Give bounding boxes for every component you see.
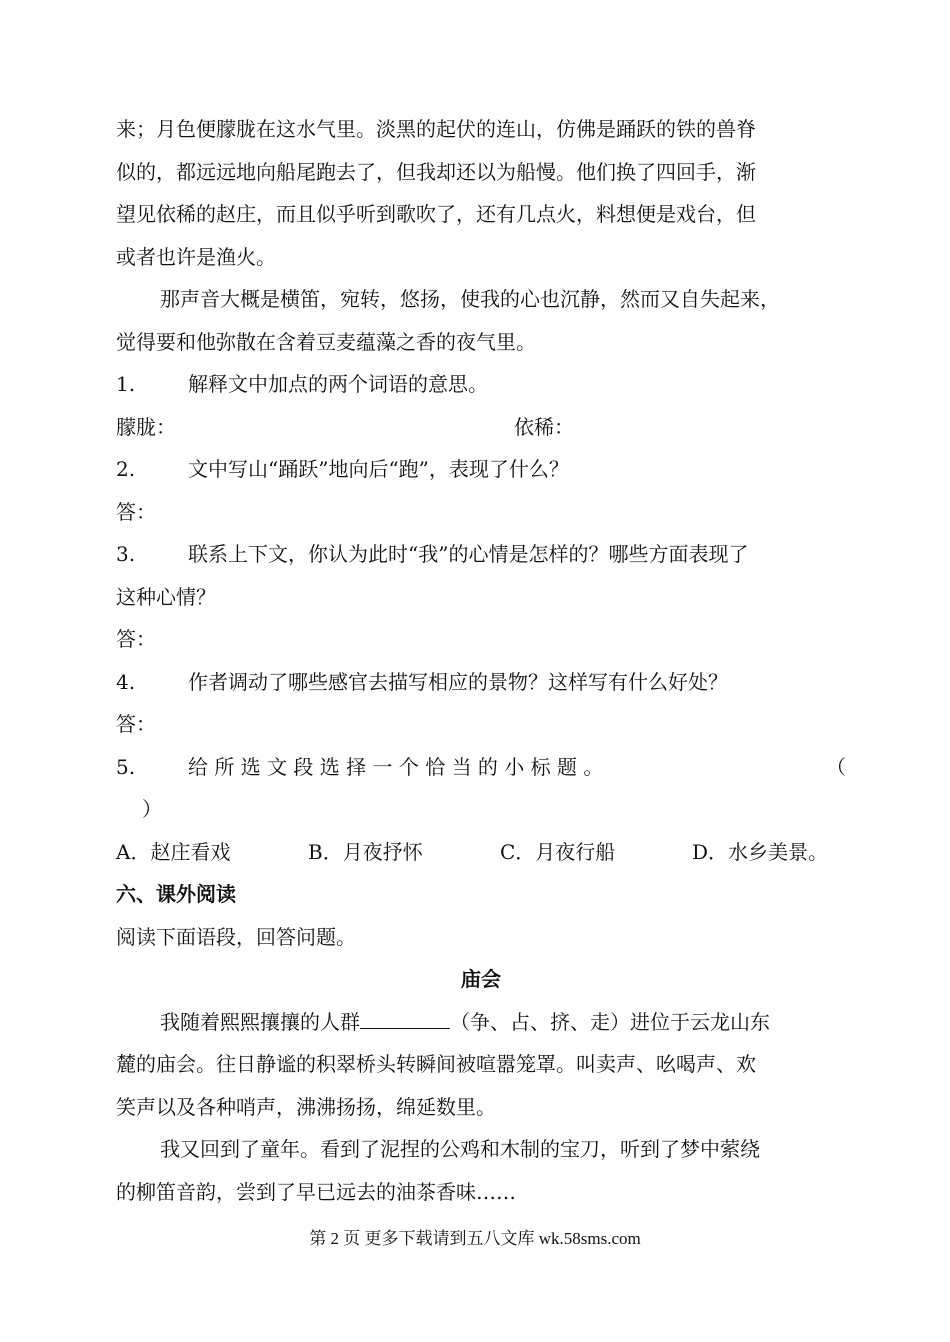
section-instruction: 阅读下面语段，回答问题。	[116, 924, 356, 949]
question-text: 给 所 选 文 段 选 择 一 个 恰 当 的 小 标 题 。	[188, 754, 604, 779]
term-yixi: 依稀：	[514, 414, 574, 439]
article-line	[116, 1001, 846, 1044]
passage-line: 或者也许是渔火。	[116, 244, 276, 269]
passage-line: 觉得要和他弥散在含着豆麦蕴藻之香的夜气里。	[116, 329, 536, 354]
passage-line: 似的，都远远地向船尾跑去了，但我却还以为船慢。他们换了四回手，渐	[116, 159, 756, 184]
section-heading: 六、课外阅读	[116, 882, 236, 906]
question-number: 3.	[116, 542, 136, 566]
article-title: 庙会	[461, 967, 501, 991]
question-5	[116, 746, 846, 789]
page-content	[116, 108, 846, 1213]
question-text: 作者调动了哪些感官去描写相应的景物？这样写有什么好处？	[188, 669, 728, 694]
question-number: 2.	[116, 457, 136, 481]
article-line: 的柳笛音韵，尝到了早已远去的油茶香味……	[116, 1179, 516, 1204]
question-2	[116, 448, 846, 491]
option-a: A．赵庄看戏	[116, 839, 231, 864]
passage-line: 来；月色便朦胧在这水气里。淡黑的起伏的连山，仿佛是踊跃的铁的兽脊	[116, 117, 756, 141]
question-text: 联系上下文，你认为此时“我”的心情是怎样的？哪些方面表现了	[188, 542, 749, 566]
question-1	[116, 363, 846, 406]
question-5-options	[116, 831, 846, 874]
article-line: 我又回到了童年。看到了泥捏的公鸡和木制的宝刀，听到了梦中萦绕	[160, 1137, 760, 1161]
question-3	[116, 533, 846, 576]
passage-line: 那声音大概是横笛，宛转，悠扬，使我的心也沉静，然而又自失起来，	[160, 287, 780, 311]
article-text: 我随着熙熙攘攘的人群	[160, 1009, 360, 1034]
article-text: （争、占、挤、走）进位于云龙山东	[450, 1009, 770, 1034]
question-number: 4.	[116, 669, 136, 694]
close-paren: ）	[142, 797, 162, 821]
answer-label: 答：	[116, 627, 156, 651]
page-footer: 第 2 页 更多下载请到五八文库 wk.58sms.com	[309, 1229, 641, 1248]
question-number: 5.	[116, 754, 136, 779]
article-line: 笑声以及各种哨声，沸沸扬扬，绵延数里。	[116, 1094, 496, 1119]
question-3-cont: 这种心情？	[116, 584, 216, 609]
option-c: C．月夜行船	[500, 839, 616, 864]
question-4	[116, 661, 846, 704]
question-number: 1.	[116, 372, 136, 396]
answer-label: 答：	[116, 499, 156, 524]
question-1-terms	[116, 406, 846, 449]
fill-blank[interactable]	[360, 1008, 450, 1029]
open-paren: （	[826, 754, 846, 779]
option-b: B．月夜抒怀	[308, 839, 423, 864]
term-menglong: 朦胧：	[116, 414, 176, 439]
question-text: 解释文中加点的两个词语的意思。	[188, 372, 488, 396]
question-text: 文中写山“踊跃”地向后“跑”，表现了什么？	[188, 457, 569, 481]
passage-line: 望见依稀的赵庄，而且似乎听到歌吹了，还有几点火，料想便是戏台，但	[116, 202, 756, 226]
article-line: 麓的庙会。往日静谧的积翠桥头转瞬间被喧嚣笼罩。叫卖声、吆喝声、欢	[116, 1052, 756, 1076]
question-text-row	[188, 746, 846, 789]
answer-label: 答：	[116, 712, 156, 736]
option-d: D．水乡美景。	[692, 839, 829, 864]
